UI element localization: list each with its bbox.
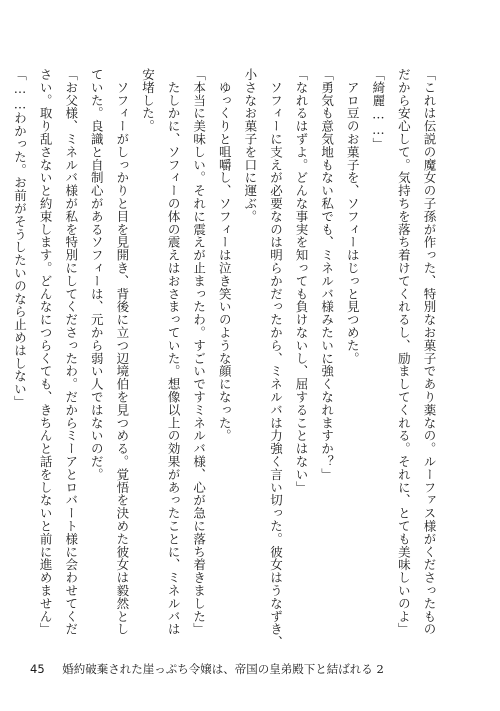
running-title: 婚約破棄された崖っぷち令嬢は、帝国の皇弟殿下と結ばれる 2 [62, 662, 384, 676]
text-line: 「本当に美味しい。それに震えが止まったわ。すごいですミネルバ様、心が急に落ち着きました」 [191, 68, 207, 636]
text-line: 「なれるはずよ。どんな事実を知っても負けないし、屈することはない」 [294, 68, 310, 494]
text-line: 「勇気も意気地もない私でも、ミネルバ様みたいに強くなれますか？」 [319, 68, 335, 481]
text-line: たしかに、ソフィーの体の震えはおさまっていた。想像以上の効果があったことに、ミネルバは [166, 68, 182, 636]
text-line: 「これは伝説の魔女の子孫が作った、特別なお菓子であり薬なの。ルーファス様がくださったもの [422, 68, 437, 636]
text-line: 「お父様、ミネルバ様が私を特別にしてくださったわ。だからミーアとロバート様に会わせてくだ [63, 68, 79, 636]
vertical-text-body [12, 68, 442, 658]
text-line: ソフィーに支えが必要なのは明らかだったから、ミネルバは力強く言い切った。彼女はうなずき、 [268, 68, 284, 649]
page-footer [30, 662, 384, 676]
text-line: 「……わかった。お前がそうしたいのなら止めはしない」 [12, 68, 28, 409]
text-line: 安堵した。 [140, 68, 156, 133]
text-line: ソフィーがしっかりと目を見開き、背後に立つ辺境伯を見つめる。覚悟を決めた彼女は毅然とし [114, 68, 130, 636]
text-line: ていた。良識と自制心があるソフィーは、元から弱い人ではないのだ。 [89, 68, 105, 481]
text-line: 「綺麗……」 [370, 68, 386, 151]
page-number: 45 [30, 662, 45, 676]
text-line: ゆっくりと咀嚼し、ソフィーは泣き笑いのような顔になった。 [217, 68, 233, 443]
text-line: 小さなお菓子を口に運ぶ。 [242, 68, 258, 223]
text-line: さい。取り乱さないと約束します。どんなにつらくても、きちんと話をしないと前に進めません」 [38, 68, 54, 636]
text-line: アロ豆のお菓子を、ソフィーはじっと見つめた。 [345, 68, 361, 365]
text-line: だから安心して。気持ちを落ち着けてくれるし、励ましてくれる。それに、とても美味しいのよ」 [396, 68, 412, 636]
